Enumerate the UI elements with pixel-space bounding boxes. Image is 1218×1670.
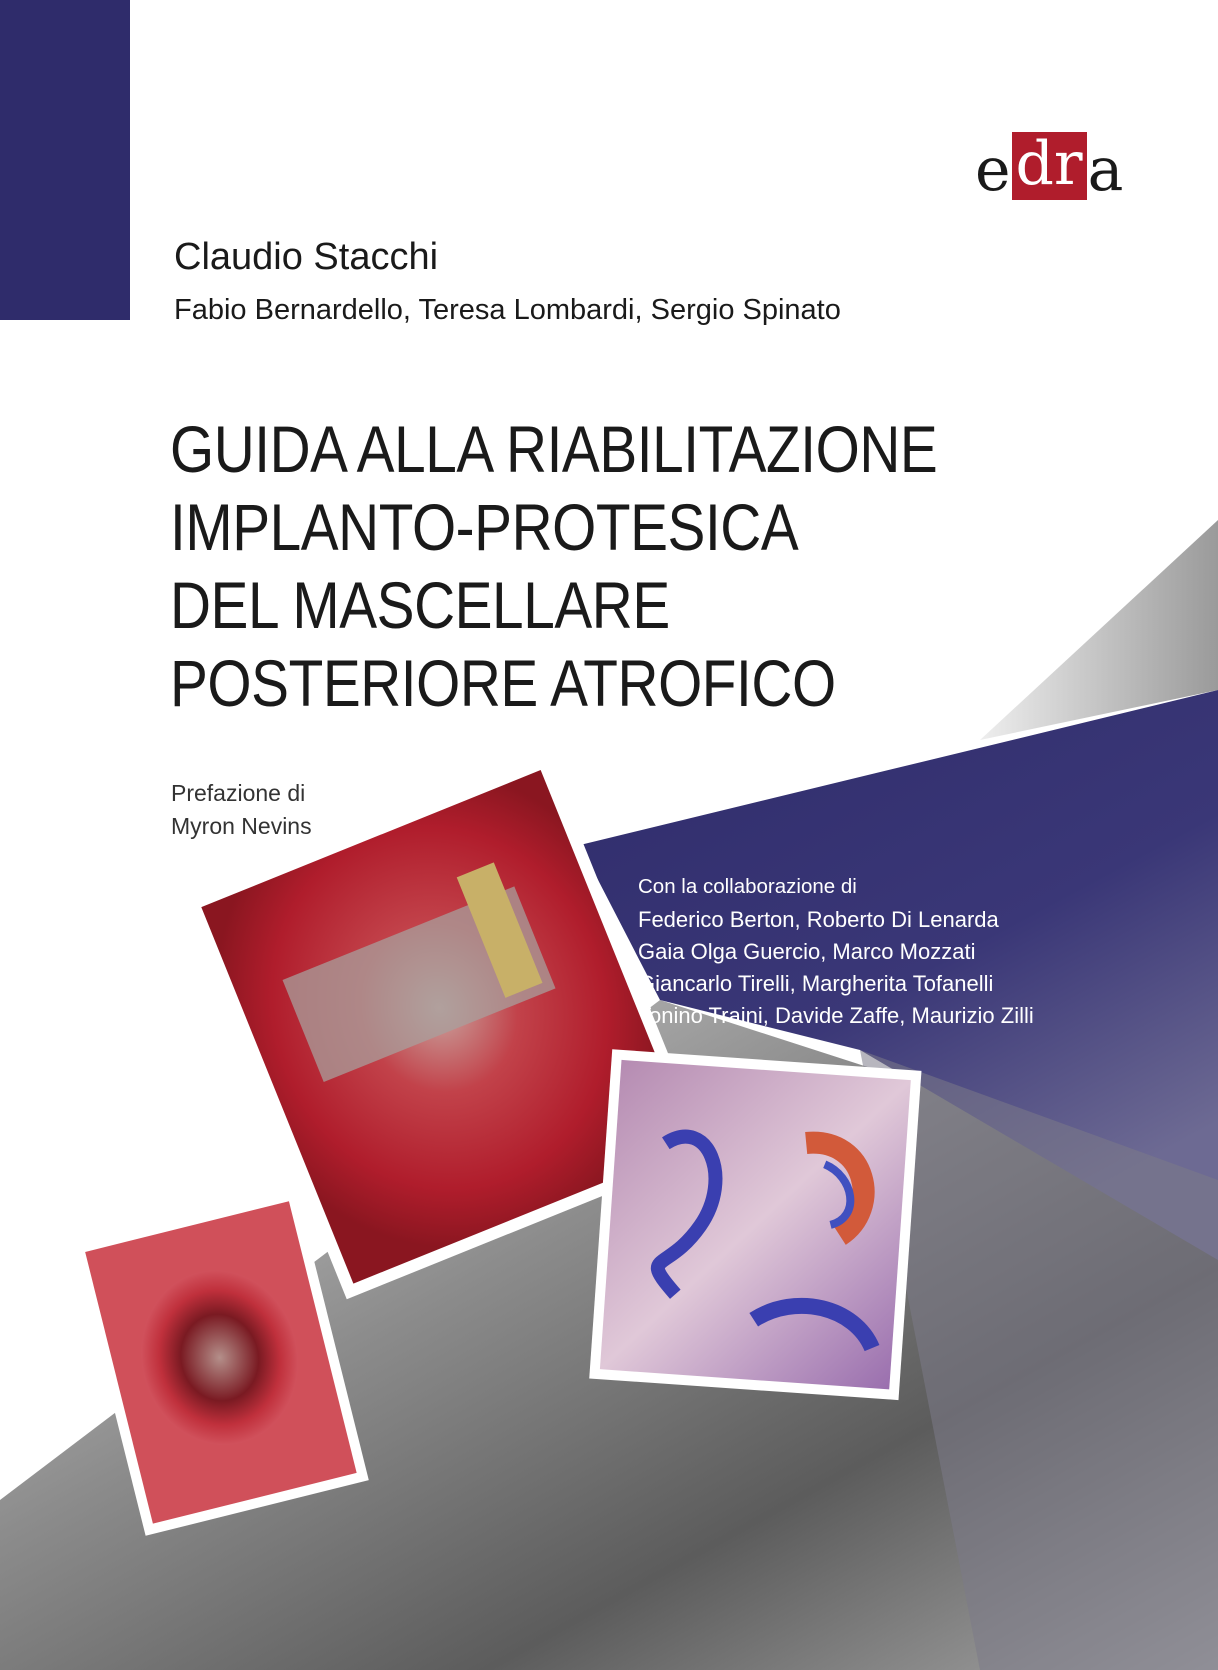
collaborators-block (638, 870, 1034, 1032)
title-line-4: POSTERIORE ATROFICO (170, 646, 836, 720)
collaborators-line-4: Tonino Traini, Davide Zaffe, Maurizio Zilli (638, 1003, 1034, 1028)
main-author: Claudio Stacchi (174, 236, 439, 278)
publisher-logo (975, 128, 1124, 205)
collaborators-line-3: Giancarlo Tirelli, Margherita Tofanelli (638, 971, 994, 996)
publisher-logo-e: e (975, 135, 1011, 205)
title-line-2: IMPLANTO-PROTESICA (170, 490, 799, 564)
preface-author: Myron Nevins (171, 813, 312, 839)
co-authors: Fabio Bernardello, Teresa Lombardi, Sergio Spinato (174, 294, 841, 326)
title-line-1: GUIDA ALLA RIABILITAZIONE (170, 412, 938, 486)
title-line-3: DEL MASCELLARE (170, 568, 670, 642)
book-title (170, 410, 1110, 722)
collaborators-line-2: Gaia Olga Guercio, Marco Mozzati (638, 939, 976, 964)
publisher-logo-dr: dr (1012, 132, 1087, 200)
preface-label: Prefazione di (171, 780, 306, 806)
collaborators-line-1: Federico Berton, Roberto Di Lenarda (638, 907, 999, 932)
navy-corner-bar (0, 0, 130, 320)
publisher-logo-a: a (1087, 135, 1124, 205)
collaborators-heading: Con la collaborazione di (638, 875, 857, 898)
